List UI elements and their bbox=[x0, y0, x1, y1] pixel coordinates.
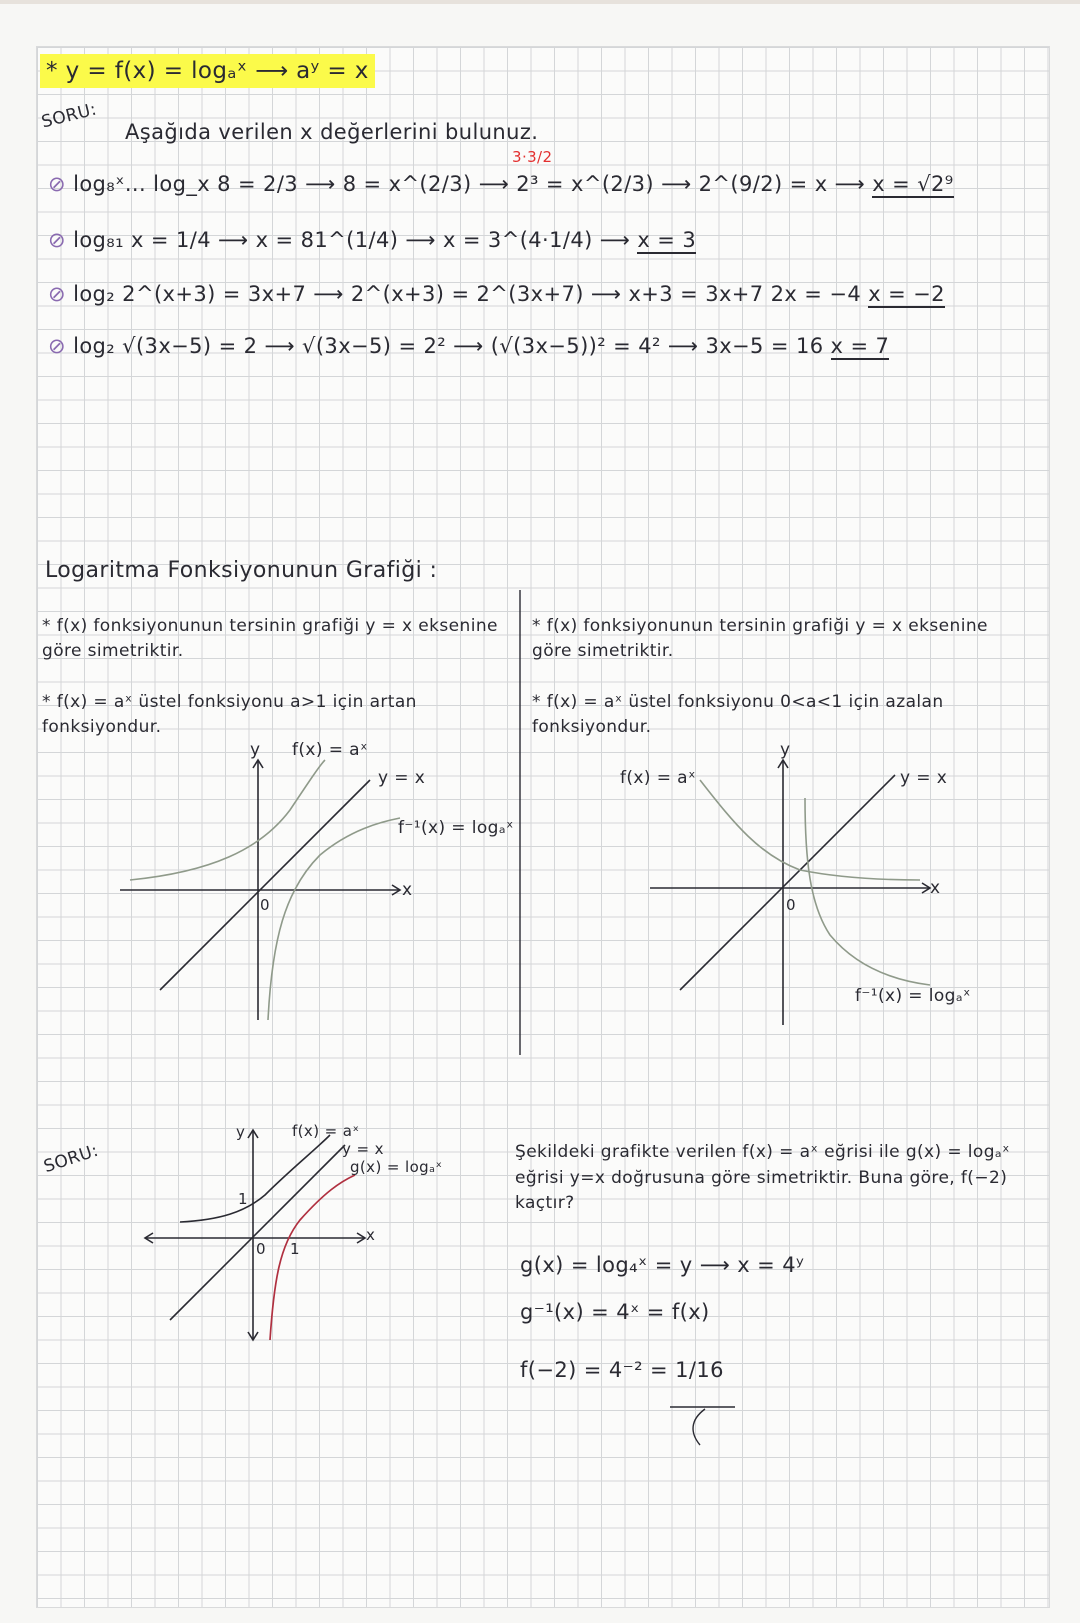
answer-3: x = −2 bbox=[868, 282, 945, 306]
soru-label-1: SORU: bbox=[39, 99, 99, 133]
right-yx-label: y = x bbox=[900, 768, 948, 788]
curve-exponential bbox=[130, 760, 325, 880]
check-icon: ⊘ bbox=[48, 228, 66, 252]
soru-y-label: y bbox=[236, 1123, 246, 1141]
soru-step-2: g⁻¹(x) = 4ˣ = f(x) bbox=[520, 1300, 710, 1324]
soru-yx-label: y = x bbox=[342, 1140, 384, 1158]
right-origin-label: 0 bbox=[786, 896, 796, 914]
left-origin-label: 0 bbox=[260, 896, 270, 914]
curve-exponential bbox=[700, 780, 920, 880]
right-graph bbox=[640, 740, 1040, 1030]
right-note-2: * f(x) = aˣ üstel fonksiyonu 0<a<1 için azalan fonksiyondur. bbox=[532, 692, 944, 737]
right-note-1: * f(x) fonksiyonunun tersinin grafiği y = x eksenine göre simetriktir. bbox=[532, 616, 988, 661]
solution-line-2: ⊘ log₈₁ x = 1/4 ⟶ x = 81^(1/4) ⟶ x = 3^(4·1/4) ⟶ x = 3 bbox=[48, 228, 697, 252]
left-graph bbox=[110, 740, 520, 1030]
answer-1: x = √2⁹ bbox=[872, 172, 954, 196]
soru-question: Şekildeki grafikte verilen f(x) = aˣ eğrisi ile g(x) = logₐˣ eğrisi y=x doğrusuna göre simetriktir. Buna göre, f(−2) kaçtır? bbox=[515, 1142, 1010, 1213]
soru-instruction: Aşağıda verilen x değerlerini bulunuz. bbox=[125, 120, 539, 144]
soru-one-y-label: 1 bbox=[238, 1190, 248, 1208]
left-x-label: x bbox=[402, 880, 413, 900]
soru-x-label: x bbox=[366, 1226, 376, 1244]
right-finv-label: f⁻¹(x) = logₐˣ bbox=[855, 986, 971, 1006]
soru-one-x-label: 1 bbox=[290, 1240, 300, 1258]
curve-logarithm bbox=[805, 798, 930, 985]
soru-fx-label: f(x) = aˣ bbox=[292, 1122, 360, 1140]
answer-underline bbox=[660, 1395, 750, 1455]
solution-line-3: ⊘ log₂ 2^(x+3) = 3x+7 ⟶ 2^(x+3) = 2^(3x+7) ⟶ x+3 = 3x+7 2x = −4 x = −2 bbox=[48, 282, 945, 306]
solution-line-1: ⊘ log₈ˣ... log_x 8 = 2/3 ⟶ 8 = x^(2/3) ⟶ 2³ = x^(2/3) ⟶ 2^(9/2) = x ⟶ x = √2⁹ bbox=[48, 172, 954, 196]
red-correction-note: 3·3/2 bbox=[512, 148, 553, 166]
header-definition: * y = f(x) = logₐˣ ⟶ aʸ = x bbox=[40, 60, 375, 83]
curve-logarithm bbox=[268, 818, 400, 1020]
soru-step-3: f(−2) = 4⁻² = 1/16 bbox=[520, 1358, 724, 1382]
solution-line-4: ⊘ log₂ √(3x−5) = 2 ⟶ √(3x−5) = 2² ⟶ (√(3x−5))² = 4² ⟶ 3x−5 = 16 x = 7 bbox=[48, 334, 890, 358]
right-y-label: y bbox=[780, 740, 791, 760]
answer-2: x = 3 bbox=[637, 228, 697, 252]
right-x-label: x bbox=[930, 878, 941, 898]
left-note-1: * f(x) fonksiyonunun tersinin grafiği y = x eksenine göre simetriktir. bbox=[42, 616, 498, 661]
left-finv-label: f⁻¹(x) = logₐˣ bbox=[398, 818, 514, 838]
soru-step-1: g(x) = log₄ˣ = y ⟶ x = 4ʸ bbox=[520, 1253, 805, 1277]
right-fx-label: f(x) = aˣ bbox=[620, 768, 696, 788]
soru-origin-label: 0 bbox=[256, 1240, 266, 1258]
line-y-equals-x bbox=[160, 780, 370, 990]
curve-logarithm bbox=[270, 1175, 355, 1340]
soru-gx-label: g(x) = logₐˣ bbox=[350, 1158, 443, 1176]
left-yx-label: y = x bbox=[378, 768, 426, 788]
curve-exponential bbox=[180, 1135, 330, 1222]
graph-section-title: Logaritma Fonksiyonunun Grafiği : bbox=[45, 558, 438, 583]
left-y-label: y bbox=[250, 740, 261, 760]
answer-4: x = 7 bbox=[830, 334, 890, 358]
check-icon: ⊘ bbox=[48, 172, 66, 196]
line-y-equals-x bbox=[680, 775, 895, 990]
left-fx-label: f(x) = aˣ bbox=[292, 740, 368, 760]
soru-label-2: SORU: bbox=[41, 1140, 101, 1178]
check-icon: ⊘ bbox=[48, 282, 66, 306]
check-icon: ⊘ bbox=[48, 334, 66, 358]
soru-graph bbox=[140, 1120, 470, 1350]
left-note-2: * f(x) = aˣ üstel fonksiyonu a>1 için artan fonksiyondur. bbox=[42, 692, 417, 737]
line-y-equals-x bbox=[170, 1145, 345, 1320]
